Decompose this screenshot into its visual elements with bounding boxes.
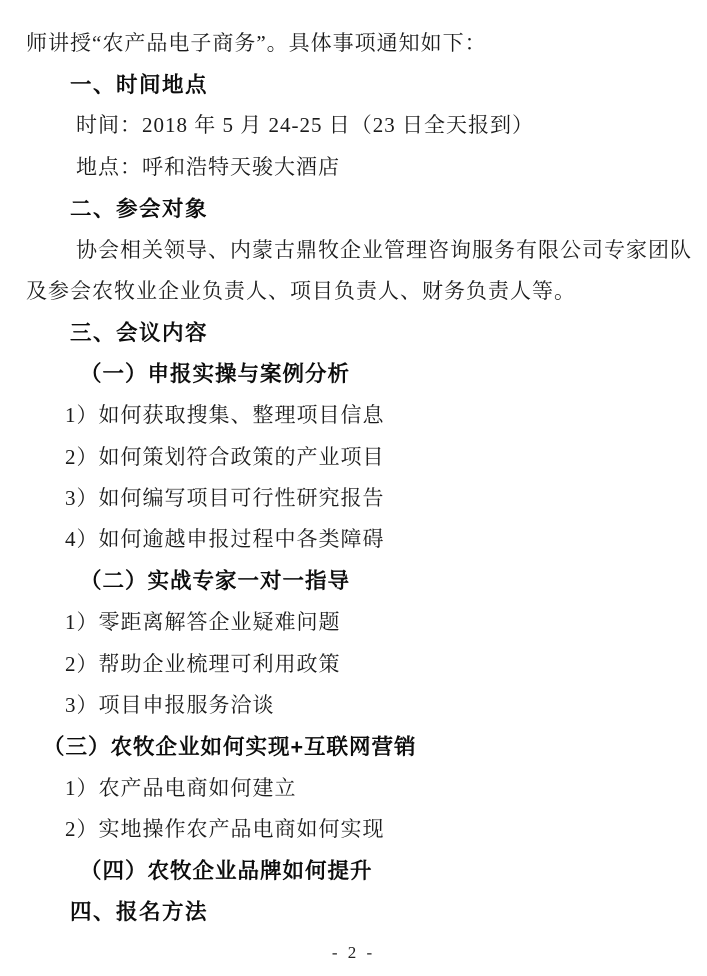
paragraph-time: 时间：2018 年 5 月 24-25 日（23 日全天报到） <box>76 113 534 138</box>
page-number: - 2 - <box>331 943 376 962</box>
section-heading-1-time-place: 一、时间地点 <box>70 72 209 97</box>
list-item: 3）项目申报服务洽谈 <box>65 692 275 717</box>
subsection-heading-1: （一）申报实操与案例分析 <box>80 362 351 387</box>
paragraph-attendees-line-1: 协会相关领导、内蒙古鼎牧企业管理咨询服务有限公司专家团队 <box>76 237 692 262</box>
list-item: 1）零距离解答企业疑难问题 <box>65 610 341 635</box>
section-heading-4-signup: 四、报名方法 <box>70 900 209 925</box>
section-heading-2-attendees: 二、参会对象 <box>70 196 209 221</box>
paragraph-attendees-line-2: 及参会农牧业企业负责人、项目负责人、财务负责人等。 <box>26 279 576 304</box>
list-item: 2）帮助企业梳理可利用政策 <box>65 651 341 676</box>
section-heading-3-agenda: 三、会议内容 <box>70 320 209 345</box>
paragraph-continuation-line: 师讲授“农产品电子商务”。具体事项通知如下： <box>26 30 487 55</box>
subsection-heading-3: （三）农牧企业如何实现+互联网营销 <box>43 734 417 759</box>
list-item: 1）农产品电商如何建立 <box>65 775 297 800</box>
subsection-heading-2: （二）实战专家一对一指导 <box>80 569 351 594</box>
subsection-heading-4: （四）农牧企业品牌如何提升 <box>80 859 373 883</box>
list-item: 2）如何策划符合政策的产业项目 <box>65 444 385 469</box>
list-item: 2）实地操作农产品电商如何实现 <box>65 817 385 842</box>
list-item: 4）如何逾越申报过程中各类障碍 <box>65 527 385 552</box>
list-item: 3）如何编写项目可行性研究报告 <box>65 485 385 510</box>
paragraph-place: 地点：呼和浩特天骏大酒店 <box>76 154 340 179</box>
list-item: 1）如何获取搜集、整理项目信息 <box>65 403 385 428</box>
